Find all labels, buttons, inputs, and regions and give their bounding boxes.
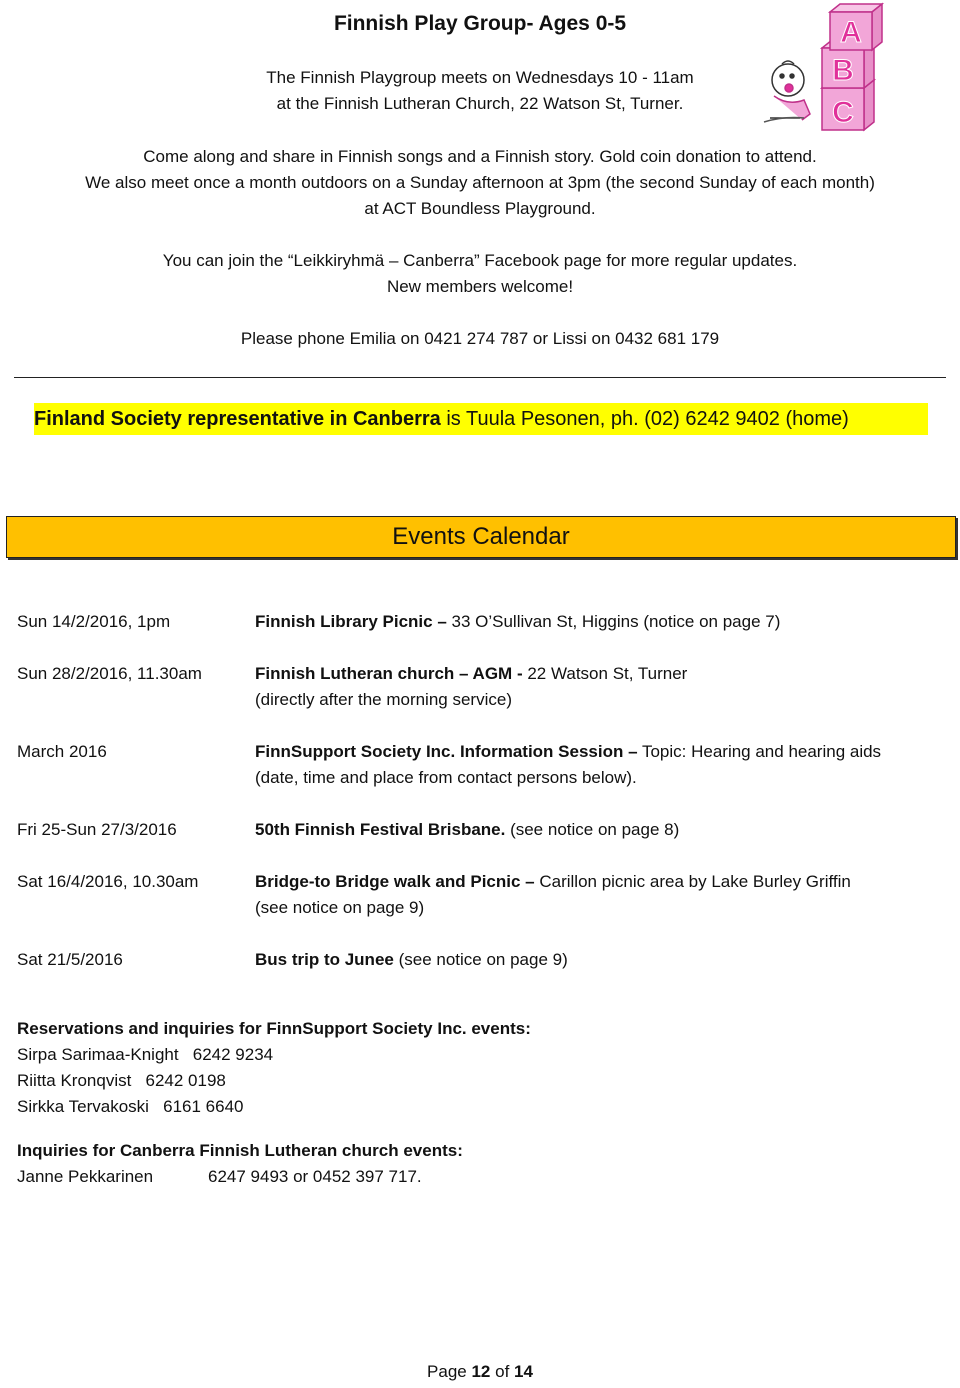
event-description [255,661,955,713]
event-description [255,947,955,973]
page-number: 12 [471,1362,491,1381]
event-description [255,869,955,921]
contact-phone: 6247 9493 or 0452 397 717. [208,1167,422,1186]
event-date: Sun 28/2/2016, 11.30am [17,664,202,683]
letter-b: B [832,54,854,87]
event-title: Bus trip to Junee [255,950,394,969]
event-details: (see notice on page 8) [505,820,680,839]
church-contacts [17,1138,463,1190]
contact-phone: 6242 9234 [192,1045,274,1064]
event-title: Finnish Lutheran church – AGM - [255,664,523,683]
event-details: Carillon picnic area by Lake Burley Griffin [534,872,851,891]
contact-row [17,1068,531,1094]
contact-name: Sirpa Sarimaa-Knight [17,1045,179,1064]
event-description [255,739,955,791]
letter-a: A [840,16,862,49]
welcome-note: New members welcome! [386,277,574,296]
page-word: Page [427,1362,467,1381]
event-details-line2: (see notice on page 9) [255,898,425,917]
playgroup-line-4: We also meet once a month outdoors on a Sunday afternoon at 3pm (the second Sunday of each month) [85,173,875,192]
event-date: Sun 14/2/2016, 1pm [17,612,171,631]
events-calendar-heading: Events Calendar [6,516,956,558]
playgroup-line-3: Come along and share in Finnish songs and a Finnish story. Gold coin donation to attend. [143,147,817,166]
contact-phone: 6242 0198 [145,1071,226,1090]
contact-name: Sirkka Tervakoski [17,1097,149,1116]
event-details-line2: (date, time and place from contact persons below). [255,768,637,787]
of-word: of [495,1362,510,1381]
event-details: (see notice on page 9) [393,950,568,969]
finnsupport-contacts [17,1016,531,1120]
event-title: FinnSupport Society Inc. Information Session – [255,742,638,761]
event-details: 22 Watson St, Turner [522,664,688,683]
event-title: Finnish Library Picnic – [255,612,447,631]
contact-row [17,1042,531,1068]
event-title: Bridge-to Bridge walk and Picnic – [255,872,535,891]
phone-note: Please phone Emilia on 0421 274 787 or Lissi on 0432 681 179 [240,329,720,348]
contact-name: Janne Pekkarinen [17,1167,154,1186]
divider [14,377,946,378]
page-title: Finnish Play Group- Ages 0-5 [333,12,627,35]
event-date: Sat 16/4/2016, 10.30am [17,872,199,891]
letter-c: C [832,96,854,129]
representative-label: Finland Society representative in Canberra [34,408,441,430]
church-heading: Inquiries for Canberra Finnish Lutheran church events: [17,1141,463,1160]
contact-row [17,1094,531,1120]
event-date: Sat 21/5/2016 [17,950,123,969]
event-details: 33 O’Sullivan St, Higgins (notice on page 7) [446,612,781,631]
event-title: 50th Finnish Festival Brisbane. [255,820,506,839]
event-details-line2: (directly after the morning service) [255,690,512,709]
contact-name: Riitta Kronqvist [17,1071,132,1090]
contact-phone: 6161 6640 [163,1097,244,1116]
event-description [255,609,955,635]
page-footer [0,1362,960,1382]
playgroup-line-1: The Finnish Playgroup meets on Wednesdays 10 - 11am [266,68,694,87]
event-description [255,817,955,843]
contact-row [17,1164,463,1190]
finnsupport-heading: Reservations and inquiries for FinnSupport Society Inc. events: [17,1019,531,1038]
playgroup-line-2: at the Finnish Lutheran Church, 22 Watson St, Turner. [276,94,684,113]
representative-line [34,403,928,435]
event-date: March 2016 [17,742,107,761]
page-total: 14 [514,1362,533,1381]
event-details: Topic: Hearing and hearing aids [637,742,882,761]
event-date: Fri 25-Sun 27/3/2016 [17,820,177,839]
playgroup-line-5: at ACT Boundless Playground. [364,199,596,218]
representative-details: is Tuula Pesonen, ph. (02) 6242 9402 (home) [440,408,849,430]
facebook-note: You can join the “Leikkiryhmä – Canberra” Facebook page for more regular updates. [162,251,798,270]
